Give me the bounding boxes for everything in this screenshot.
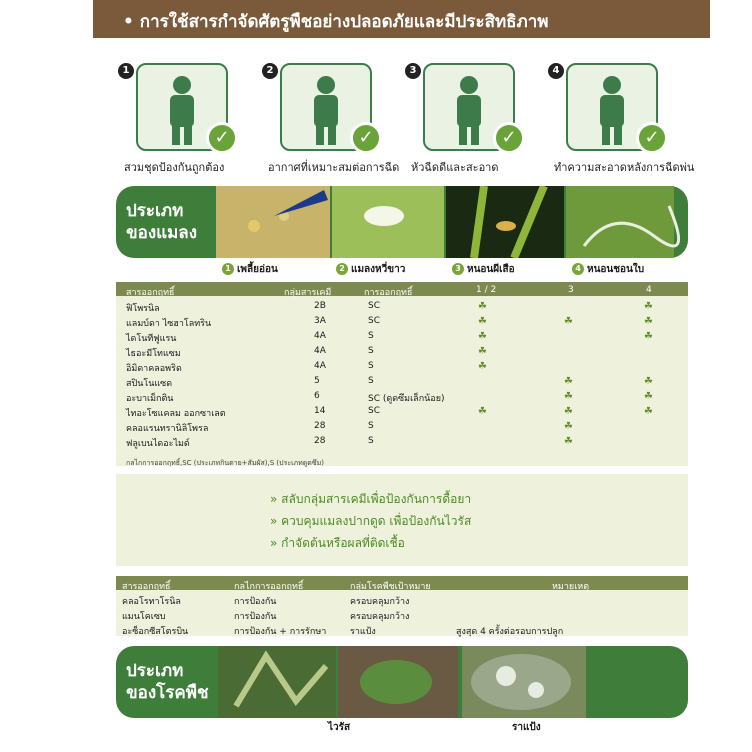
table-row <box>116 622 688 638</box>
check-pest-4-icon: ☘ <box>644 391 653 402</box>
col-header-target: กลุ่มโรคพืชเป้าหมาย <box>350 582 431 592</box>
table-row <box>116 607 688 623</box>
ingredient-name: ฟิโพรนิล <box>126 304 160 314</box>
col-header-remark: หมายเหตุ <box>552 582 590 592</box>
check-pest-3-icon: ☘ <box>564 406 573 417</box>
caption-virus: ไวรัส <box>328 722 351 733</box>
ingredient-name: แลมบ์ดา ไซฮาโลทริน <box>126 319 212 329</box>
mode-of-action: การป้องกัน <box>234 597 277 607</box>
col-header-ingredient: สารออกฤทธิ์ <box>126 288 175 298</box>
step-number: 2 <box>262 63 278 79</box>
step-label: อากาศที่เหมาะสมต่อการฉีด <box>268 161 400 174</box>
chemical-group: 3A <box>314 316 326 326</box>
insect-number: 4 <box>572 263 584 275</box>
insect-label <box>572 262 644 277</box>
insect-label <box>222 262 278 277</box>
table-row <box>116 390 688 404</box>
mode-of-action: SC <box>368 316 380 326</box>
step-label: หัวฉีดดีและสะอาด <box>411 161 499 174</box>
mode-of-action: การป้องกัน <box>234 612 277 622</box>
mode-of-action: S <box>368 361 374 371</box>
mode-of-action: S <box>368 436 374 446</box>
ingredient-name: อิมิดาคลอพริด <box>126 364 182 374</box>
step-label: ทำความสะอาดหลังการฉีดพ่น <box>554 161 695 174</box>
ingredient-name: ฟลูเบนไดอะไมด์ <box>126 439 190 449</box>
chemical-group: 4A <box>314 361 326 371</box>
check-pest-3-icon: ☘ <box>564 376 573 387</box>
disease-photo-strip <box>216 646 688 718</box>
chemical-group: 28 <box>314 436 326 446</box>
col-header-group: กลุ่มสารเคมี <box>284 288 332 298</box>
chemical-group: 28 <box>314 421 326 431</box>
mode-of-action-note: กลไกการออกฤทธิ์,SC (ประเภทกินตาย+สัมผัส),S (ประเภทดูดซึม) <box>126 459 324 467</box>
insect-label <box>452 262 515 277</box>
tips-panel <box>116 474 688 566</box>
check-pest-4-icon: ☘ <box>644 376 653 387</box>
mode-of-action: SC <box>368 301 380 311</box>
tip-remove-infected: » กำจัดต้นหรือผลที่ติดเชื้อ <box>270 536 405 550</box>
table-row <box>116 435 688 449</box>
insect-type-title-line2: ของแมลง <box>126 223 198 243</box>
check-pest-4-icon: ☘ <box>644 316 653 327</box>
pesticide-table <box>116 282 688 466</box>
mode-of-action: S <box>368 421 374 431</box>
step-label: สวมชุดป้องกันถูกต้อง <box>124 161 225 174</box>
check-pest-12-icon: ☘ <box>478 406 487 417</box>
check-pest-12-icon: ☘ <box>478 301 487 312</box>
pesticide-table-header <box>116 282 688 296</box>
chemical-group: 6 <box>314 391 320 401</box>
tip-control-sucking-insects: » ควบคุมแมลงปากดูด เพื่อป้องกันไวรัส <box>270 514 472 528</box>
chemical-group: 4A <box>314 346 326 356</box>
mode-of-action: S <box>368 331 374 341</box>
insect-number: 2 <box>336 263 348 275</box>
fungicide-table-header <box>116 576 688 590</box>
table-row <box>116 300 688 314</box>
disease-type-title-line1: ประเภท <box>126 661 184 681</box>
mode-of-action: S <box>368 376 374 386</box>
insect-type-band <box>116 186 214 258</box>
insect-label <box>336 262 405 277</box>
step-number: 3 <box>405 63 421 79</box>
disease-type-title-line2: ของโรคพืช <box>126 683 209 703</box>
insect-name: แมลงหวี่ขาว <box>351 264 406 275</box>
checkmark-icon: ✓ <box>350 122 382 154</box>
checkmark-icon: ✓ <box>206 122 238 154</box>
check-pest-4-icon: ☘ <box>644 331 653 342</box>
caption-powdery-mildew: ราแป้ง <box>512 722 541 733</box>
insect-type-title-line1: ประเภท <box>126 201 184 221</box>
check-pest-3-icon: ☘ <box>564 421 573 432</box>
tip-rotate-chemicals: » สลับกลุ่มสารเคมีเพื่อป้องกันการดื้อยา <box>270 492 472 506</box>
remark: สูงสุด 4 ครั้งต่อรอบการปลูก <box>456 627 564 637</box>
mode-of-action: SC (ดูดซึมเล็กน้อย) <box>368 394 445 404</box>
ingredient-name: อะบาเม็กติน <box>126 394 174 404</box>
ingredient-name: สปินโนแซด <box>126 379 173 389</box>
table-row <box>116 420 688 434</box>
chemical-group: 5 <box>314 376 320 386</box>
col-header-pest-3: 3 <box>568 285 574 295</box>
insect-number: 3 <box>452 263 464 275</box>
mode-of-action: การป้องกัน + การรักษา <box>234 627 327 637</box>
target-disease: ราแป้ง <box>350 627 376 637</box>
target-disease: ครอบคลุมกว้าง <box>350 612 410 622</box>
ingredient-name: คลอแรนทรานิลิโพรล <box>126 424 209 434</box>
ingredient-name: ไดโนทีฟูแรน <box>126 334 177 344</box>
col-header-mode: การออกฤทธิ์ <box>364 288 413 298</box>
table-row <box>116 375 688 389</box>
fungicide-table <box>116 576 688 636</box>
insect-name: หนอนชอนใบ <box>587 264 645 275</box>
table-row <box>116 345 688 359</box>
col-header-pest-4: 4 <box>646 285 652 295</box>
chemical-group: 14 <box>314 406 326 416</box>
col-header-pest-12: 1 / 2 <box>476 285 497 295</box>
page-title: • การใช้สารกำจัดศัตรูพืชอย่างปลอดภัยและมีประสิทธิภาพ <box>93 0 710 38</box>
checkmark-icon: ✓ <box>493 122 525 154</box>
ingredient-name: ไธอะมีโทแซม <box>126 349 181 359</box>
disease-type-band <box>116 646 216 718</box>
insect-photo-strip <box>214 186 688 258</box>
ingredient-name: แมนโคเซบ <box>122 612 166 622</box>
insect-name: เพลี้ยอ่อน <box>237 264 278 275</box>
table-row <box>116 592 688 608</box>
check-pest-3-icon: ☘ <box>564 436 573 447</box>
check-pest-12-icon: ☘ <box>478 331 487 342</box>
check-pest-3-icon: ☘ <box>564 316 573 327</box>
check-pest-4-icon: ☘ <box>644 301 653 312</box>
col-header-mode: กลไกการออกฤทธิ์ <box>234 582 304 592</box>
table-row <box>116 330 688 344</box>
check-pest-4-icon: ☘ <box>644 406 653 417</box>
ingredient-name: อะซ็อกซีสโตรบิน <box>122 627 189 637</box>
table-row <box>116 360 688 374</box>
insect-name: หนอนผีเสือ <box>467 264 515 275</box>
table-row <box>116 315 688 329</box>
check-pest-3-icon: ☘ <box>564 391 573 402</box>
insect-number: 1 <box>222 263 234 275</box>
check-pest-12-icon: ☘ <box>478 361 487 372</box>
chemical-group: 4A <box>314 331 326 341</box>
col-header-ingredient: สารออกฤทธิ์ <box>122 582 171 592</box>
checkmark-icon: ✓ <box>636 122 668 154</box>
step-number: 4 <box>548 63 564 79</box>
check-pest-12-icon: ☘ <box>478 316 487 327</box>
ingredient-name: คลอโรทาโรนิล <box>122 597 181 607</box>
mode-of-action: S <box>368 346 374 356</box>
chemical-group: 2B <box>314 301 326 311</box>
target-disease: ครอบคลุมกว้าง <box>350 597 410 607</box>
check-pest-12-icon: ☘ <box>478 346 487 357</box>
table-row <box>116 405 688 419</box>
step-number: 1 <box>118 63 134 79</box>
ingredient-name: ไทอะโซแคลม ออกซาเลต <box>126 409 226 419</box>
mode-of-action: SC <box>368 406 380 416</box>
